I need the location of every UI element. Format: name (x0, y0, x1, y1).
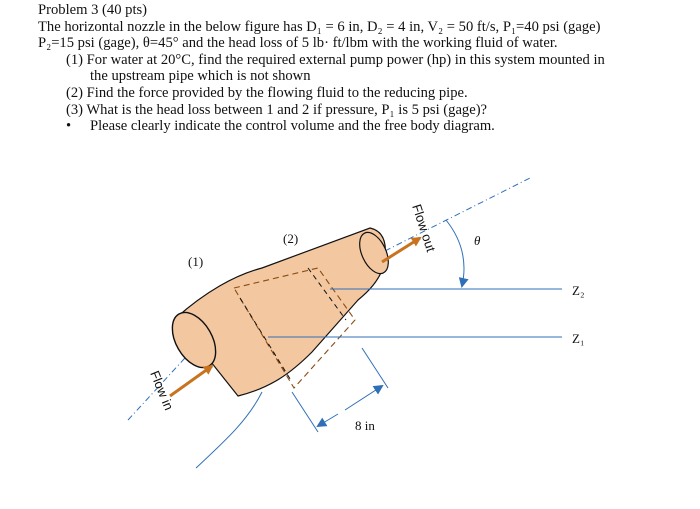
label-theta: θ (474, 233, 481, 248)
dimension-extension-left (292, 392, 318, 432)
label-section-1: (1) (188, 254, 204, 269)
label-z2: Z₂ (572, 283, 585, 298)
instruction-text: Please clearly indicate the control volume and the free body diagram. (90, 118, 495, 135)
free-body-curve (196, 392, 262, 468)
theta-angle-arc (446, 220, 464, 286)
label-z1: Z₁ (572, 331, 585, 346)
dimension-arrow-right (345, 386, 382, 410)
label-flow-out: Flow out (409, 202, 439, 254)
problem-title: Problem 3 (40 pts) (38, 2, 148, 18)
question-1-line-2: the upstream pipe which is not shown (90, 68, 311, 85)
problem-statement-line-1: The horizontal nozzle in the below figure has D₁ = 6 in, D₂ = 4 in, V₂ = 50 ft/s, P₁=40 psi (gage) (38, 18, 601, 35)
label-section-2: (2) (283, 231, 299, 246)
problem-statement-line-2: P₂=15 psi (gage), θ=45° and the head loss of 5 lb· ft/lbm with the working fluid of water. (38, 35, 558, 52)
label-dimension: 8 in (355, 418, 375, 433)
flow-in-arrow (170, 366, 212, 396)
dimension-arrow-left (318, 414, 338, 426)
dimension-extension-right (362, 348, 388, 388)
question-2: (2) Find the force provided by the flowing fluid to the reducing pipe. (66, 84, 468, 101)
question-3: (3) What is the head loss between 1 and 2 if pressure, P₁ is 5 psi (gage)? (66, 101, 488, 118)
question-1-line-1: (1) For water at 20°C, find the required external pump power (hp) in this system mounted in (66, 51, 605, 68)
bullet-mark: • (66, 118, 72, 135)
label-flow-in: Flow in (147, 368, 177, 413)
